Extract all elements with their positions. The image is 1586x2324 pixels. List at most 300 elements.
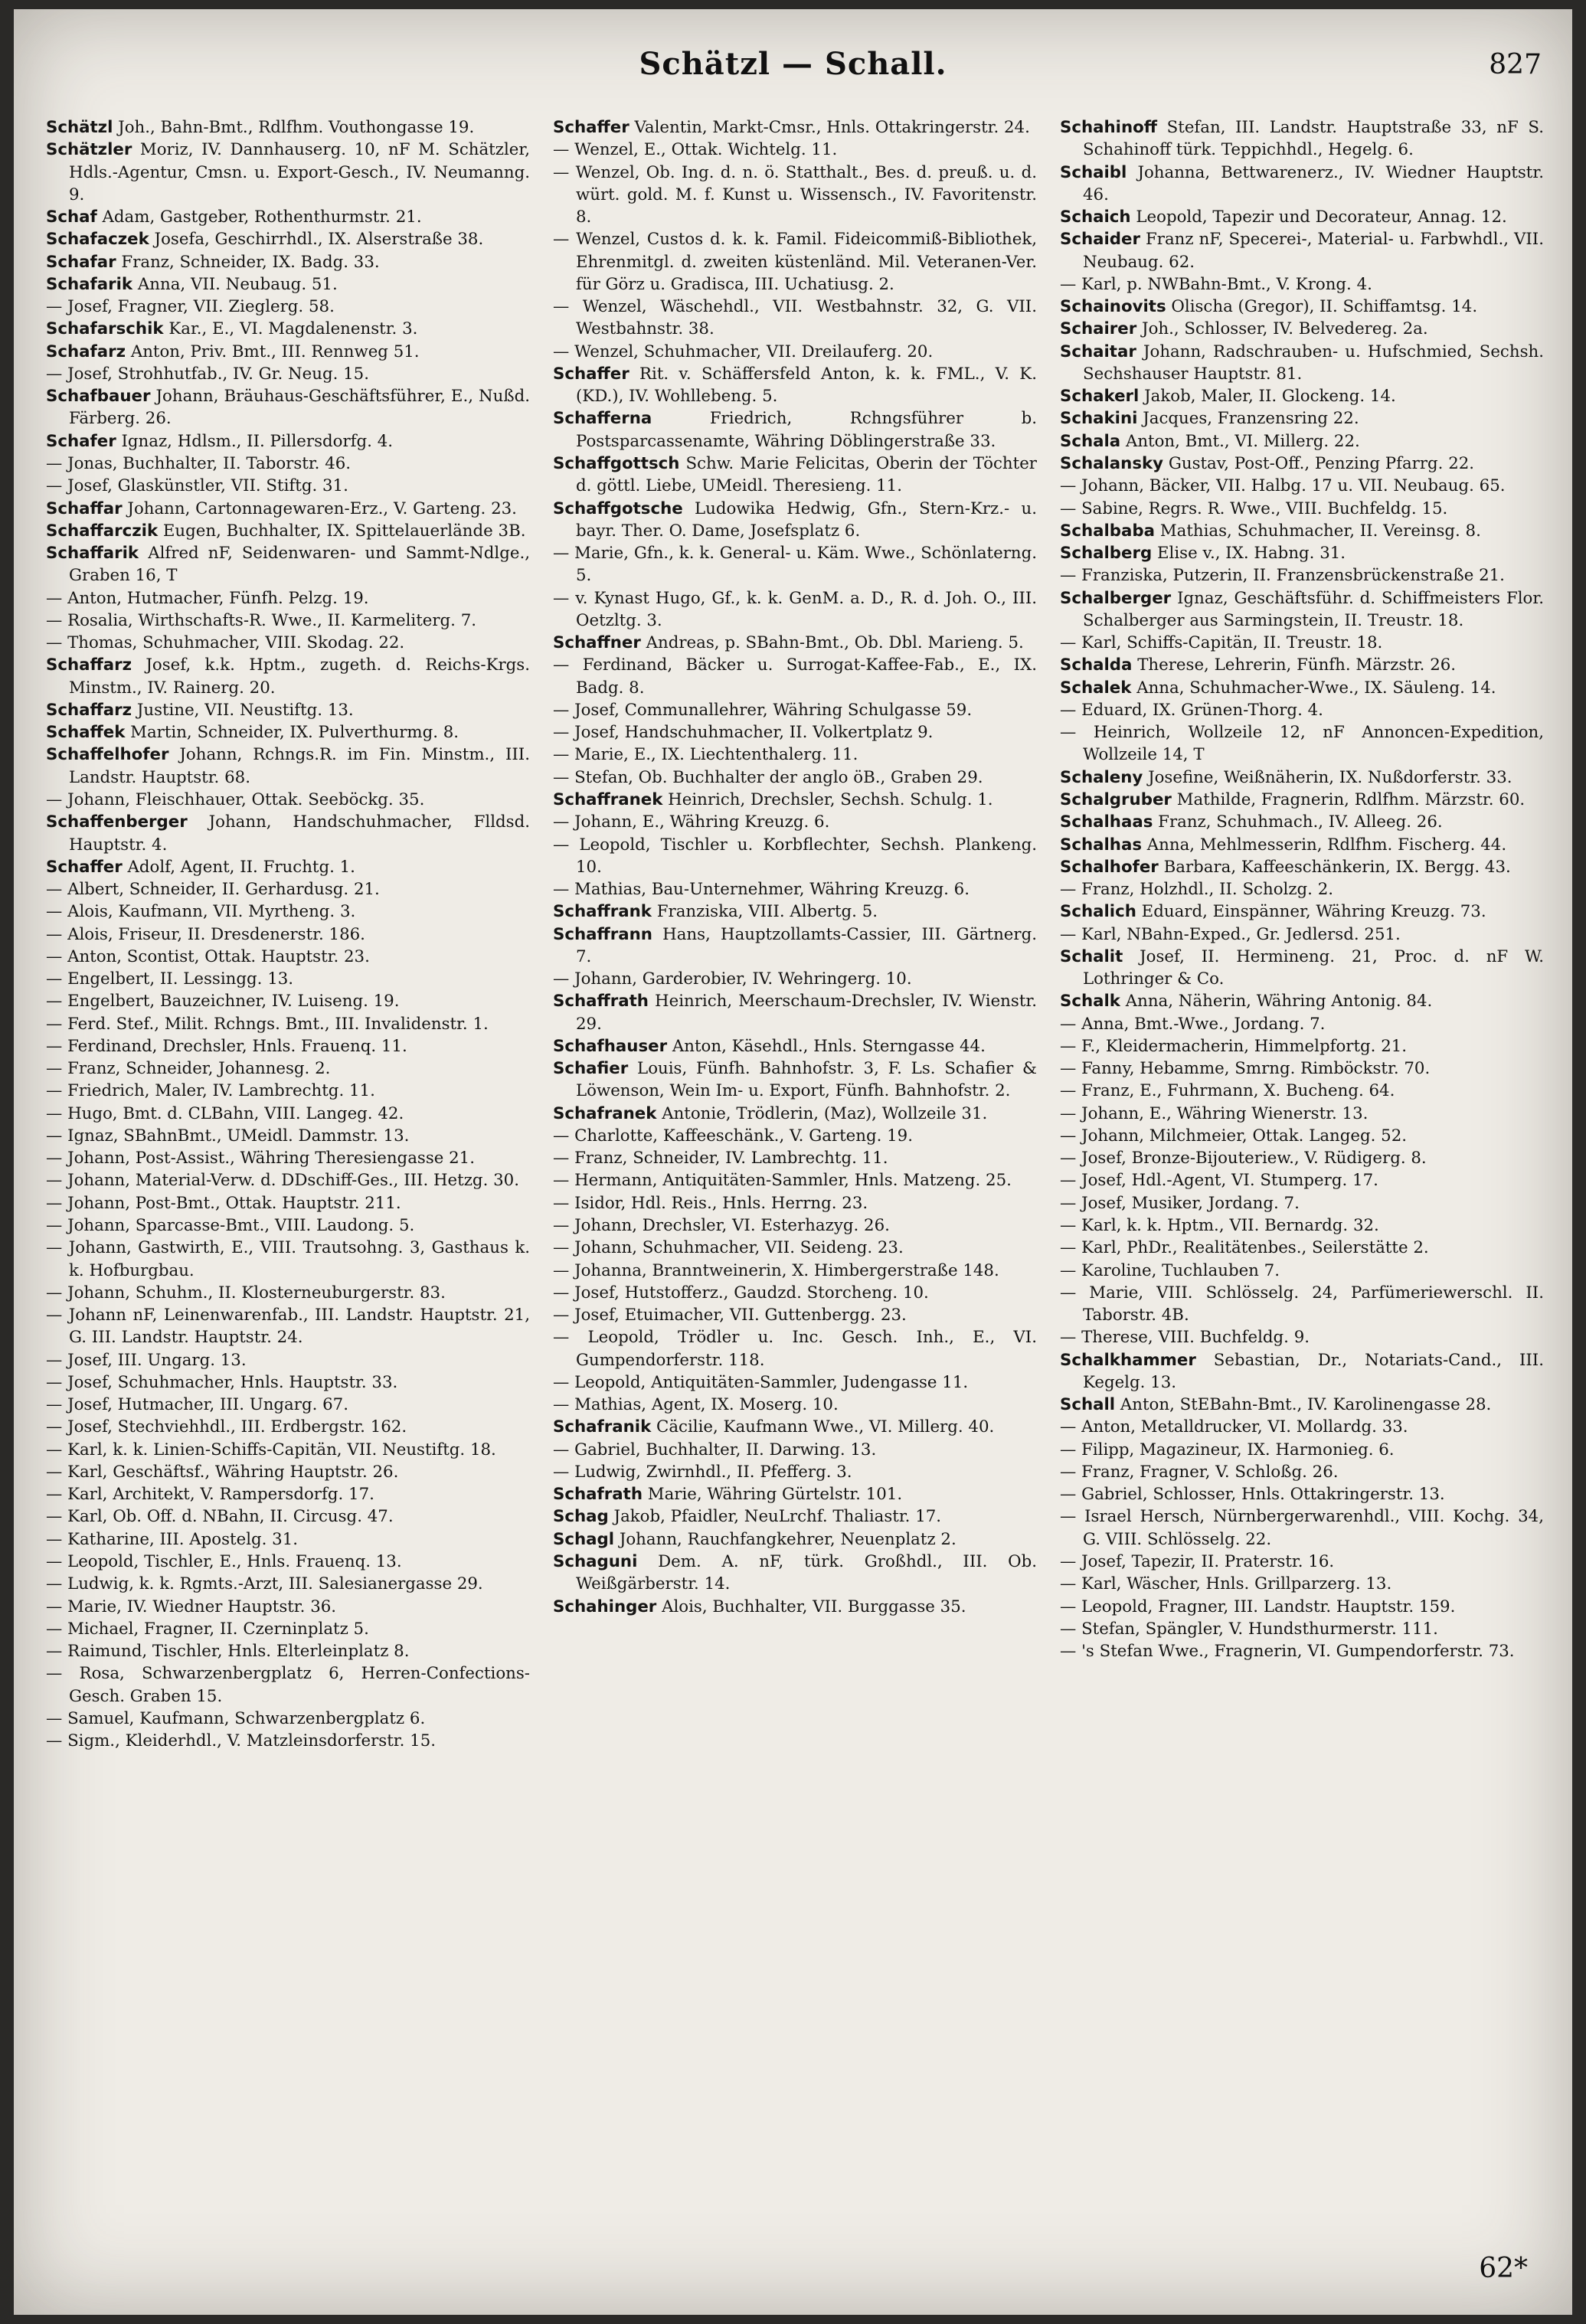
entry-details: — Friedrich, Maler, IV. Lambrechtg. 11. [46, 1081, 375, 1101]
directory-entry [1060, 1483, 1544, 1505]
directory-entry [1060, 856, 1544, 878]
entry-surname: Schaibl [1060, 162, 1127, 182]
column-3 [1060, 116, 1544, 1662]
directory-entry [553, 1326, 1037, 1371]
entry-details: Gustav, Post-Off., Penzing Pfarrg. 22. [1168, 453, 1475, 473]
entry-details: — Ignaz, SBahnBmt., UMeidl. Dammstr. 13. [46, 1126, 410, 1146]
entry-surname: Schakini [1060, 409, 1138, 429]
entry-details: — Josef, Etuimacher, VII. Guttenbergg. 23. [553, 1306, 907, 1325]
entry-surname: Schalbaba [1060, 521, 1156, 541]
entry-details: — Stefan, Spängler, V. Hundsthurmerstr. 111. [1060, 1619, 1438, 1639]
directory-entry [553, 587, 1037, 632]
entry-details: — Johann, Schuhmacher, VII. Seideng. 23. [553, 1238, 904, 1258]
directory-entry [553, 1483, 1037, 1505]
entry-surname: Schaider [1060, 230, 1140, 250]
directory-entry [46, 542, 530, 587]
entry-details: Jacques, Franzensring 22. [1143, 409, 1359, 429]
entry-surname: Schalhas [1060, 835, 1143, 855]
entry-surname: Schafaczek [46, 230, 149, 250]
entry-surname: Schalich [1060, 902, 1136, 922]
entry-details: — Johann, E., Währing Kreuzg. 6. [553, 812, 830, 832]
directory-entry [46, 923, 530, 946]
entry-details: Andreas, p. SBahn-Bmt., Ob. Dbl. Marieng. 5. [646, 633, 1024, 653]
entry-surname: Schafier [553, 1059, 629, 1079]
directory-entry [1060, 1214, 1544, 1237]
directory-entry [46, 1551, 530, 1573]
entry-details: Johann, Bräuhaus-Geschäftsführer, E., Nußd. Färberg. 26. [69, 387, 530, 429]
entry-details: Anton, Bmt., VI. Millerg. 22. [1125, 431, 1360, 451]
directory-entry [46, 430, 530, 453]
entry-details: — Josef, Strohhutfab., IV. Gr. Neug. 15. [46, 364, 369, 384]
directory-entry [46, 206, 530, 228]
entry-surname: Schaffer [553, 118, 629, 137]
entry-surname: Schaf [46, 208, 97, 227]
directory-entry [46, 1708, 530, 1730]
directory-entry [553, 1214, 1037, 1237]
entry-details: Justine, VII. Neustiftg. 13. [136, 700, 354, 720]
entry-details: — Eduard, IX. Grünen-Thorg. 4. [1060, 700, 1323, 720]
entry-details: — Karl, Schiffs-Capitän, II. Treustr. 18. [1060, 633, 1383, 653]
entry-details: Franz, Schneider, IX. Badg. 33. [121, 252, 380, 272]
entry-details: — Samuel, Kaufmann, Schwarzenbergplatz 6. [46, 1708, 426, 1728]
entry-details: — Marie, IV. Wiedner Hauptstr. 36. [46, 1597, 337, 1616]
entry-details: Rit. v. Schäffersfeld Anton, k. k. FML., V. K. (KD.), IV. Wohllebeng. 5. [576, 364, 1037, 407]
directory-entry [553, 1505, 1037, 1528]
entry-details: — 's Stefan Wwe., Fragnerin, VI. Gumpendorferstr. 73. [1060, 1642, 1515, 1662]
directory-entry [1060, 1551, 1544, 1573]
entry-details: — Ludwig, Zwirnhdl., II. Pfefferg. 3. [553, 1462, 852, 1482]
entry-details: Heinrich, Drechsler, Sechsh. Schulg. 1. [668, 789, 993, 809]
entry-details: Anton, StEBahn-Bmt., IV. Karolinengasse 28. [1120, 1395, 1492, 1415]
directory-entry [1060, 1416, 1544, 1438]
directory-entry [46, 139, 530, 206]
entry-details: Anna, Näherin, Währing Antonig. 84. [1125, 992, 1433, 1012]
entry-details: Marie, Währing Gürtelstr. 101. [647, 1485, 903, 1505]
entry-details: — Ludwig, k. k. Rgmts.-Arzt, III. Salesianergasse 29. [46, 1574, 483, 1594]
entry-details: — Karoline, Tuchlauben 7. [1060, 1260, 1280, 1280]
entry-surname: Schaffar [46, 498, 123, 518]
directory-entry [1060, 1013, 1544, 1035]
entry-details: Anna, VII. Neubaug. 51. [137, 274, 338, 294]
entry-details: Anton, Priv. Bmt., III. Rennweg 51. [130, 342, 420, 361]
entry-details: — Johann, Bäcker, VII. Halbg. 17 u. VII. Neubaug. 65. [1060, 476, 1506, 496]
entry-surname: Schalkhammer [1060, 1350, 1196, 1370]
entry-details: — Josef, III. Ungarg. 13. [46, 1350, 247, 1370]
entry-details: Jakob, Pfaidler, NeuLrchf. Thaliastr. 17. [613, 1507, 942, 1527]
entry-surname: Schaffrath [553, 992, 649, 1012]
directory-entry [1060, 1618, 1544, 1640]
entry-surname: Schaffner [553, 633, 641, 653]
entry-details: — Marie, E., IX. Liechtenthalerg. 11. [553, 745, 858, 765]
directory-entry [46, 1349, 530, 1371]
entry-surname: Schalhofer [1060, 857, 1159, 877]
directory-entry [1060, 632, 1544, 654]
entry-details: — Karl, Ob. Off. d. NBahn, II. Circusg. 47. [46, 1507, 394, 1527]
entry-details: — Therese, VIII. Buchfeldg. 9. [1060, 1328, 1310, 1348]
entry-surname: Schalda [1060, 655, 1133, 675]
directory-entry [46, 1596, 530, 1618]
entry-details: Alois, Buchhalter, VII. Burggasse 35. [662, 1597, 966, 1616]
entry-details: — Franz, Fragner, V. Schloßg. 26. [1060, 1462, 1339, 1482]
directory-entry [1060, 520, 1544, 542]
directory-entry [1060, 1439, 1544, 1461]
entry-surname: Schahinger [553, 1597, 657, 1616]
entry-details: — Franz, Schneider, Johannesg. 2. [46, 1059, 331, 1079]
entry-details: — Heinrich, Wollzeile 12, nF Annoncen-Expedition, Wollzeile 14, T [1060, 723, 1544, 765]
directory-entry [46, 475, 530, 497]
entry-details: — Leopold, Antiquitäten-Sammler, Judengasse 11. [553, 1372, 969, 1392]
directory-entry [46, 228, 530, 250]
directory-entry [46, 1416, 530, 1438]
entry-details: Dem. A. nF, türk. Großhdl., III. Ob. Weißgärberstr. 14. [576, 1552, 1038, 1594]
entry-details: Johann, Radschrauben- u. Hufschmied, Sechsh. Sechshauser Hauptstr. 81. [1083, 342, 1544, 384]
entry-details: Adolf, Agent, II. Fruchtg. 1. [127, 857, 355, 877]
entry-details: Johanna, Bettwarenerz., IV. Wiedner Hauptstr. 46. [1083, 162, 1544, 204]
entry-surname: Schaffrann [553, 924, 652, 944]
entry-surname: Schaffgotsche [553, 498, 683, 518]
directory-entry [46, 1371, 530, 1394]
directory-entry [1060, 1237, 1544, 1259]
directory-entry [1060, 1080, 1544, 1102]
entry-details: — F., Kleidermacherin, Himmelpfortg. 21. [1060, 1036, 1408, 1056]
entry-details: — Karl, p. NWBahn-Bmt., V. Krong. 4. [1060, 274, 1372, 294]
directory-entry [1060, 834, 1544, 856]
entry-surname: Schahinoff [1060, 118, 1158, 137]
entry-details: — Josef, Bronze-Bijouteriew., V. Rüdigerg. 8. [1060, 1149, 1427, 1169]
entry-details: Barbara, Kaffeeschänkerin, IX. Bergg. 43. [1163, 857, 1511, 877]
directory-entry [1060, 341, 1544, 386]
entry-details: Sebastian, Dr., Notariats-Cand., III. Kegelg. 13. [1083, 1350, 1544, 1392]
entry-details: Martin, Schneider, IX. Pulverthurmg. 8. [130, 723, 459, 743]
entry-details: — Mathias, Bau-Unternehmer, Währing Kreuzg. 6. [553, 880, 970, 900]
directory-entry [46, 1237, 530, 1282]
directory-entry [553, 1394, 1037, 1416]
directory-entry [1060, 162, 1544, 207]
entry-details: Antonie, Trödlerin, (Maz), Wollzeile 31. [662, 1103, 988, 1123]
directory-entry [46, 318, 530, 340]
entry-details: Josef, k.k. Hptm., zugeth. d. Reichs-Krgs. Minstm., IV. Rainerg. 20. [69, 655, 530, 698]
directory-entry [46, 587, 530, 610]
directory-entry [46, 1304, 530, 1349]
directory-entry [553, 1103, 1037, 1125]
entry-surname: Schala [1060, 431, 1121, 451]
entry-details: — Katharine, III. Apostelg. 31. [46, 1529, 299, 1549]
entry-surname: Schafranik [553, 1417, 652, 1437]
directory-entry [1060, 878, 1544, 901]
entry-details: — Johann, E., Währing Wienerstr. 13. [1060, 1103, 1369, 1123]
directory-entry [46, 341, 530, 363]
entry-details: — Josef, Hutmacher, III. Ungarg. 67. [46, 1395, 348, 1415]
column-1 [46, 116, 530, 1752]
directory-entry [46, 1282, 530, 1304]
entry-details: Josef, II. Hermineng. 21, Proc. d. nF W. Lothringer & Co. [1083, 946, 1544, 989]
entry-surname: Schaffenberger [46, 812, 188, 832]
directory-entry [46, 1214, 530, 1237]
entry-details: — Josef, Glaskünstler, VII. Stiftg. 31. [46, 476, 348, 496]
entry-details: — Alois, Kaufmann, VII. Myrtheng. 3. [46, 902, 356, 922]
entry-surname: Schainovits [1060, 297, 1166, 317]
entry-details: — Hugo, Bmt. d. CLBahn, VIII. Langeg. 42. [46, 1103, 404, 1123]
entry-surname: Schaffelhofer [46, 745, 169, 765]
entry-details: Kar., E., VI. Magdalenenstr. 3. [168, 319, 418, 339]
directory-entry [1060, 1057, 1544, 1080]
entry-details: — Stefan, Ob. Buchhalter der anglo öB., Graben 29. [553, 767, 983, 787]
entry-details: Cäcilie, Kaufmann Wwe., VI. Millerg. 40. [656, 1417, 995, 1437]
directory-entry [1060, 116, 1544, 162]
directory-page [14, 9, 1572, 2315]
entry-details: — Wenzel, Custos d. k. k. Famil. Fideicommiß-Bibliothek, Ehrenmitgl. d. zweiten küstenländ. Mil. Veteranen-Ver. für Görz u. Gradisca, III. Uchatiusg. 2. [553, 230, 1037, 294]
directory-entry [553, 116, 1037, 139]
entry-details: — Johann, Post-Bmt., Ottak. Hauptstr. 211. [46, 1193, 401, 1213]
directory-entry [553, 1596, 1037, 1618]
entry-details: — Engelbert, Bauzeichner, IV. Luiseng. 19. [46, 992, 400, 1012]
running-head: Schätzl — Schall. [639, 46, 947, 82]
entry-surname: Schaleny [1060, 767, 1143, 787]
entry-surname: Schätzler [46, 140, 132, 160]
directory-entry [1060, 1573, 1544, 1595]
entry-details: Alfred nF, Seidenwaren- und Sammt-Ndlge., Graben 16, T [69, 544, 530, 586]
directory-entry [553, 990, 1037, 1035]
entry-details: — Josef, Communallehrer, Währing Schulgasse 59. [553, 700, 973, 720]
entry-details: Hans, Hauptzollamts-Cassier, III. Gärtnerg. 7. [576, 924, 1037, 966]
directory-entry [1060, 789, 1544, 811]
entry-details: Franz, Schuhmach., IV. Alleeg. 26. [1158, 812, 1443, 832]
entry-surname: Schaguni [553, 1552, 638, 1571]
signature-mark: 62* [1479, 2253, 1528, 2284]
directory-entry [553, 766, 1037, 789]
directory-entry [1060, 453, 1544, 475]
entry-surname: Schafferna [553, 409, 652, 429]
entry-surname: Schafhauser [553, 1036, 668, 1056]
directory-entry [553, 296, 1037, 341]
column-2 [553, 116, 1037, 1618]
entry-details: — Johann, Garderobier, IV. Wehringerg. 10. [553, 969, 912, 989]
entry-details: — Franz, Schneider, IV. Lambrechtg. 11. [553, 1149, 888, 1169]
directory-entry [553, 1551, 1037, 1596]
entry-details: Jakob, Maler, II. Glockeng. 14. [1144, 387, 1396, 407]
entry-details: — Raimund, Tischler, Hnls. Elterleinplatz 8. [46, 1642, 410, 1662]
entry-details: Josefine, Weißnäherin, IX. Nußdorferstr. 33. [1148, 767, 1512, 787]
directory-entry [46, 1057, 530, 1080]
directory-entry [1060, 206, 1544, 228]
directory-entry [553, 968, 1037, 990]
entry-details: — Rosalia, Wirthschafts-R. Wwe., II. Karmeliterg. 7. [46, 610, 477, 630]
entry-details: — Marie, VIII. Schlösselg. 24, Parfümeriewerschl. II. Taborstr. 4B. [1060, 1283, 1544, 1325]
directory-entry [1060, 1035, 1544, 1057]
directory-entry [553, 341, 1037, 363]
directory-entry [46, 968, 530, 990]
page-header [14, 46, 1572, 100]
entry-details: — Josef, Handschuhmacher, II. Volkertplatz 9. [553, 723, 934, 743]
directory-entry [1060, 1326, 1544, 1348]
directory-entry [553, 1461, 1037, 1483]
entry-surname: Schafrath [553, 1485, 643, 1505]
entry-details: — Johann, Gastwirth, E., VIII. Trautsohng. 3, Gasthaus k. k. Hofburgbau. [46, 1238, 530, 1280]
directory-entry [1060, 475, 1544, 497]
directory-entry [553, 453, 1037, 498]
entry-details: — Franz, Holzhdl., II. Scholzg. 2. [1060, 880, 1334, 900]
entry-details: — Karl, PhDr., Realitätenbes., Seilerstätte 2. [1060, 1238, 1429, 1258]
directory-entry [1060, 1505, 1544, 1551]
entry-details: — Wenzel, Wäschehdl., VII. Westbahnstr. 32, G. VII. Westbahnstr. 38. [553, 297, 1037, 339]
directory-entry [46, 1394, 530, 1416]
directory-entry [1060, 901, 1544, 923]
directory-entry [553, 1304, 1037, 1326]
directory-entry [1060, 1349, 1544, 1394]
directory-entry [1060, 1640, 1544, 1662]
entry-surname: Schaffarz [46, 700, 132, 720]
entry-surname: Schaffarczik [46, 521, 159, 541]
directory-entry [1060, 228, 1544, 273]
entry-details: — Sigm., Kleiderhdl., V. Matzleinsdorferstr. 15. [46, 1731, 437, 1751]
entry-details: — Albert, Schneider, II. Gerhardusg. 21. [46, 880, 380, 900]
directory-entry [1060, 1596, 1544, 1618]
directory-entry [553, 1416, 1037, 1438]
entry-details: Mathias, Schuhmacher, II. Vereinsg. 8. [1159, 521, 1481, 541]
entry-details: — Israel Hersch, Nürnbergerwarenhdl., VIII. Kochg. 34, G. VIII. Schlösselg. 22. [1060, 1507, 1544, 1549]
directory-entry [553, 542, 1037, 587]
entry-details: — Johann, Sparcasse-Bmt., VIII. Laudong. 5. [46, 1216, 415, 1236]
directory-entry [46, 1640, 530, 1662]
entry-details: — Gabriel, Schlosser, Hnls. Ottakringerstr. 13. [1060, 1485, 1445, 1505]
directory-entry [46, 789, 530, 811]
directory-entry [1060, 1192, 1544, 1214]
entry-details: — Engelbert, II. Lessingg. 13. [46, 969, 294, 989]
directory-entry [1060, 923, 1544, 946]
directory-entry [46, 811, 530, 856]
directory-entry [553, 1147, 1037, 1169]
entry-surname: Schaffgottsch [553, 453, 680, 473]
directory-entry [553, 1528, 1037, 1551]
entry-surname: Schalberg [1060, 544, 1153, 564]
directory-entry [1060, 677, 1544, 699]
directory-entry [46, 1573, 530, 1595]
entry-details: — Karl, k. k. Linien-Schiffs-Capitän, VII. Neustiftg. 18. [46, 1440, 496, 1459]
directory-entry [1060, 587, 1544, 632]
entry-details: Eduard, Einspänner, Währing Kreuzg. 73. [1141, 902, 1486, 922]
directory-entry [1060, 811, 1544, 833]
entry-details: Johann, Rchngs.R. im Fin. Minstm., III. Landstr. Hauptstr. 68. [69, 745, 530, 787]
directory-entry [1060, 699, 1544, 721]
entry-details: — Karl, Geschäftsf., Währing Hauptstr. 26. [46, 1462, 399, 1482]
directory-entry [46, 453, 530, 475]
entry-details: — Sabine, Regrs. R. Wwe., VIII. Buchfeldg. 15. [1060, 498, 1448, 518]
entry-details: — Ferdinand, Drechsler, Hnls. Frauenq. 11. [46, 1036, 407, 1056]
directory-entry [46, 699, 530, 721]
entry-details: — Jonas, Buchhalter, II. Taborstr. 46. [46, 453, 352, 473]
entry-details: — Leopold, Tischler u. Korbflechter, Sechsh. Plankeng. 10. [553, 835, 1037, 877]
entry-surname: Schag [553, 1507, 609, 1527]
entry-surname: Schaffek [46, 723, 126, 743]
directory-entry [1060, 430, 1544, 453]
entry-surname: Schaffer [553, 364, 629, 384]
directory-entry [553, 139, 1037, 161]
entry-details: — v. Kynast Hugo, Gf., k. k. GenM. a. D., R. d. Joh. O., III. Oetzltg. 3. [553, 588, 1037, 630]
entry-details: Johann, Rauchfangkehrer, Neuenplatz 2. [619, 1529, 957, 1549]
directory-entry [1060, 318, 1544, 340]
directory-entry [46, 520, 530, 542]
entry-details: Elise v., IX. Habng. 31. [1157, 544, 1346, 564]
entry-details: Franziska, VIII. Albertg. 5. [656, 902, 878, 922]
entry-details: — Anton, Hutmacher, Fünfh. Pelzg. 19. [46, 588, 369, 608]
directory-entry [1060, 385, 1544, 407]
directory-entry [1060, 721, 1544, 766]
entry-details: — Leopold, Tischler, E., Hnls. Frauenq. 13. [46, 1552, 402, 1571]
entry-details: Heinrich, Meerschaum-Drechsler, IV. Wienstr. 29. [576, 992, 1037, 1034]
entry-surname: Schafbauer [46, 387, 151, 407]
entry-surname: Schalhaas [1060, 812, 1153, 832]
entry-details: — Leopold, Fragner, III. Landstr. Hauptstr. 159. [1060, 1597, 1456, 1616]
directory-entry [1060, 654, 1544, 676]
directory-entry [1060, 564, 1544, 587]
entry-details: Johann, Cartonnagewaren-Erz., V. Garteng. 23. [127, 498, 517, 518]
entry-details: — Johann, Fleischhauer, Ottak. Seeböckg. 35. [46, 789, 425, 809]
directory-entry [46, 721, 530, 744]
entry-details: Moriz, IV. Dannhauserg. 10, nF M. Schätzler, Hdls.-Agentur, Cmsn. u. Export-Gesch., IV. Neumanng. 9. [69, 140, 530, 204]
entry-details: Friedrich, Rchngsführer b. Postsparcassenamte, Währing Döblingerstraße 33. [576, 409, 1037, 451]
directory-entry [553, 1125, 1037, 1147]
entry-surname: Schafarschik [46, 319, 164, 339]
directory-entry [46, 273, 530, 296]
entry-surname: Schaffranek [553, 789, 663, 809]
directory-entry [1060, 990, 1544, 1012]
directory-entry [1060, 1282, 1544, 1327]
directory-entry [553, 363, 1037, 408]
directory-entry [553, 811, 1037, 833]
entry-details: Ignaz, Hdlsm., II. Pillersdorfg. 4. [121, 431, 394, 451]
entry-surname: Schaffer [46, 857, 123, 877]
entry-details: — Isidor, Hdl. Reis., Hnls. Herrng. 23. [553, 1193, 868, 1213]
entry-details: Franz nF, Specerei-, Material- u. Farbwhdl., VII. Neubaug. 62. [1083, 230, 1544, 272]
entry-surname: Schaffrank [553, 902, 652, 922]
directory-entry [553, 1282, 1037, 1304]
entry-details: Louis, Fünfh. Bahnhofstr. 3, F. Ls. Schafier & Löwenson, Wein Im- u. Export, Fünfh. Bahnhofstr. 2. [576, 1059, 1037, 1101]
entry-details: — Josef, Schuhmacher, Hnls. Hauptstr. 33. [46, 1372, 398, 1392]
entry-surname: Schalit [1060, 946, 1123, 966]
entry-surname: Schakerl [1060, 387, 1140, 407]
entry-details: — Gabriel, Buchhalter, II. Darwing. 13. [553, 1440, 877, 1459]
entry-details: — Josef, Hdl.-Agent, VI. Stumperg. 17. [1060, 1171, 1378, 1191]
entry-details: — Josef, Tapezir, II. Praterstr. 16. [1060, 1552, 1335, 1571]
entry-surname: Schaffarik [46, 544, 139, 564]
directory-entry [1060, 1125, 1544, 1147]
entry-details: — Fanny, Hebamme, Smrng. Rimböckstr. 70. [1060, 1059, 1431, 1079]
entry-details: Joh., Bahn-Bmt., Rdlfhm. Vouthongasse 19. [118, 118, 475, 137]
directory-entry [553, 878, 1037, 901]
entry-surname: Schalgruber [1060, 789, 1172, 809]
directory-entry [553, 632, 1037, 654]
entry-details: — Thomas, Schuhmacher, VIII. Skodag. 22. [46, 633, 405, 653]
entry-details: — Johanna, Branntweinerin, X. Himbergerstraße 148. [553, 1260, 999, 1280]
entry-details: — Anton, Scontist, Ottak. Hauptstr. 23. [46, 946, 370, 966]
entry-details: — Johann, Post-Assist., Währing Theresiengasse 21. [46, 1149, 475, 1169]
directory-entry [553, 834, 1037, 879]
entry-details: — Anton, Metalldrucker, VI. Mollardg. 33. [1060, 1417, 1408, 1437]
entry-surname: Schaffarz [46, 655, 132, 675]
directory-entry [1060, 273, 1544, 296]
entry-surname: Schaitar [1060, 342, 1136, 361]
entry-details: Mathilde, Fragnerin, Rdlfhm. Märzstr. 60. [1176, 789, 1526, 809]
entry-details: — Charlotte, Kaffeeschänk., V. Garteng. 19. [553, 1126, 913, 1146]
directory-entry [553, 1237, 1037, 1259]
directory-entry [553, 498, 1037, 543]
directory-entry [553, 1057, 1037, 1103]
directory-entry [1060, 1461, 1544, 1483]
directory-entry [553, 1371, 1037, 1394]
directory-entry [46, 1505, 530, 1528]
entry-surname: Schafer [46, 431, 116, 451]
entry-details: — Filipp, Magazineur, IX. Harmonieg. 6. [1060, 1440, 1395, 1459]
